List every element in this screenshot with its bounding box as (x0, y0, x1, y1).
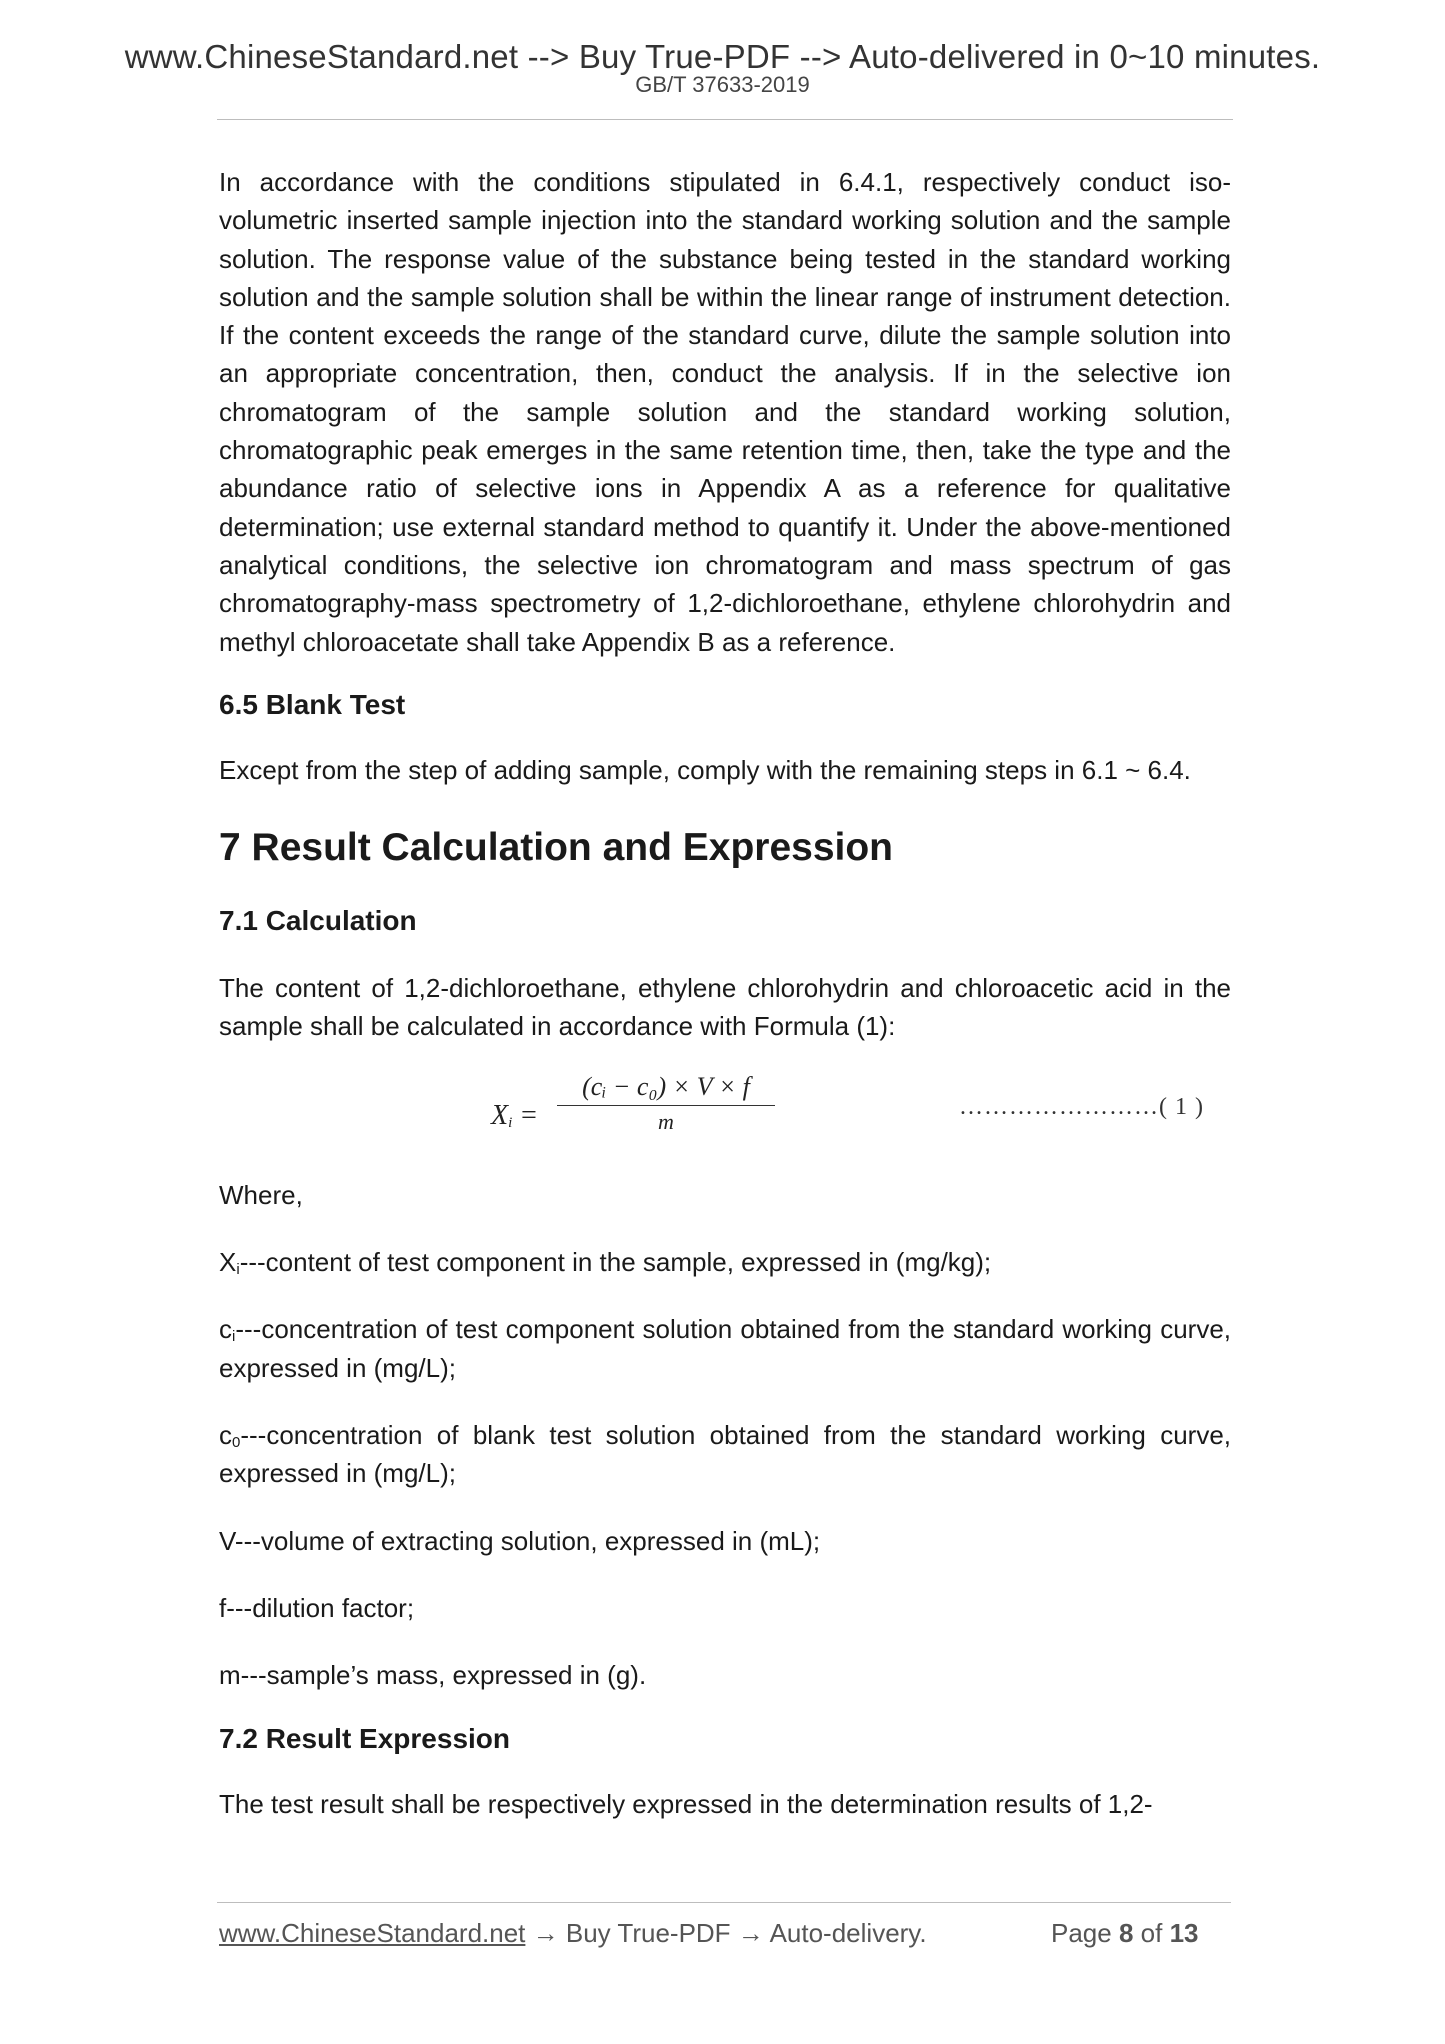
def-ci: $c_i--$-concentration of test component solution obtained from the standard working curve, expressed in (mg/L); (219, 1314, 1231, 1383)
paragraph-result-expression: The test result shall be respectively expressed in the determination results of 1,2- (219, 1789, 1153, 1820)
def-m: m---sample’s mass, expressed in (g). (219, 1660, 647, 1691)
where-label: Where, (219, 1179, 303, 1210)
def-xi: $X_i--$-content of test component in the sample, expressed in (mg/kg); (219, 1247, 992, 1279)
formula-denominator: m (658, 1108, 674, 1134)
def-v: V---volume of extracting solution, expressed in (mL); (219, 1525, 821, 1556)
document-code: GB/T 37633-2019 (635, 72, 810, 97)
heading-7: 7 Result Calculation and Expression (219, 826, 894, 870)
current-page-number: 8 (1118, 1918, 1134, 1948)
total-page-count: 13 (1169, 1918, 1199, 1948)
footer-site-link[interactable]: www.ChineseStandard.net (219, 1918, 526, 1948)
def-c0: $c_0--$-concentration of blank test solution obtained from the standard working curve, expressed in (mg/L); (219, 1419, 1231, 1489)
formula-numerator: (cᵢ − c₀) × V × f (582, 1071, 750, 1101)
formula-1 (219, 1066, 1231, 1160)
heading-7-2: 7.2 Result Expression (219, 1723, 511, 1755)
footer-promo-text: → Buy True-PDF → Auto-delivery. (525, 1918, 927, 1948)
top-banner: www.ChineseStandard.net --> Buy True-PDF --> Auto-delivered in 0~10 minutes. (124, 38, 1321, 75)
fraction-bar (557, 1105, 775, 1106)
heading-7-1: 7.1 Calculation (219, 905, 417, 937)
paragraph-analysis: In accordance with the conditions stipulated in 6.4.1, respectively conduct iso-volumetric inserted sample injection into the standard working solution and the sample solution. The response value of the substance being tested in the standard working solution and the sample solution shall be within the linear range of instrument detection. If the content exceeds the range of the standard curve, dilute the sample solution into an appropriate concentration, then, conduct the analysis. If in the selective ion chromatogram of the sample solution and the standard working solution, chromatographic peak emerges in the same retention time, then, take the type and the abundance ratio of selective ions in Appendix A as a reference for qualitative determination; use external standard method to quantify it. Under the above-mentioned analytical conditions, the selective ion chromatogram and mass spectrum of gas chromatography-mass spectrometry of 1,2-dichloroethane, ethylene chlorohydrin and methyl chloroacetate shall take Appendix B as a reference. (219, 167, 1231, 657)
def-f: f---dilution factor; (219, 1592, 415, 1623)
formula-number: ……………………( 1 ) (959, 1093, 1204, 1120)
page-indicator: Page 8 of 13 (1051, 1918, 1199, 1948)
header-divider (217, 119, 1233, 120)
heading-6-5: 6.5 Blank Test (219, 688, 406, 720)
footer-promo (219, 1918, 927, 1949)
paragraph-calculation: The content of 1,2-dichloroethane, ethylene chlorohydrin and chloroacetic acid in the sample shall be calculated in accordance with Formula (1): (219, 973, 1231, 1042)
paragraph-blank-test: Except from the step of adding sample, comply with the remaining steps in 6.1 ~ 6.4. (219, 754, 1191, 785)
footer-divider (217, 1902, 1231, 1903)
formula-fraction (557, 1072, 775, 1135)
page-content (219, 163, 1231, 1824)
formula-lhs: $X_i$ = (491, 1099, 539, 1131)
